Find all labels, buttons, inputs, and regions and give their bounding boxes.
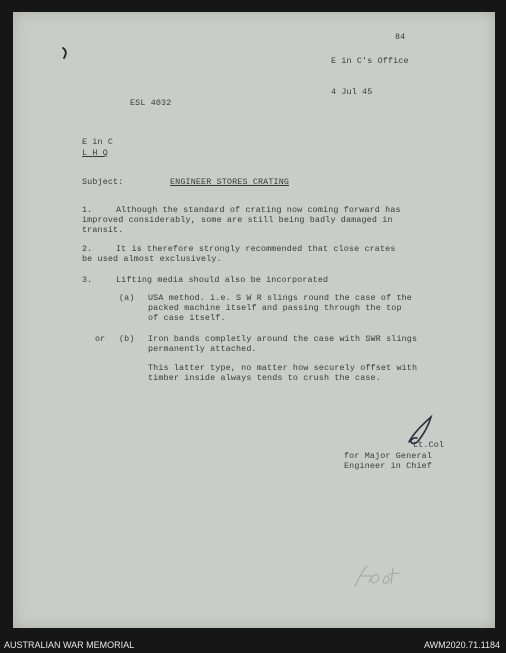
pencil-annotation-mark xyxy=(349,560,411,594)
note-line-1: This latter type, no matter how securely offset with xyxy=(148,363,418,373)
office-name: E in C's Office xyxy=(331,56,409,66)
footer-institution: AUSTRALIAN WAR MEMORIAL xyxy=(4,640,135,650)
paragraph-1-line-3: transit. xyxy=(82,225,124,235)
option-b-prefix: or xyxy=(95,334,106,344)
addressee-line-1: E in C xyxy=(82,137,114,147)
subject-title: ENGINEER STORES CRATING xyxy=(170,177,290,187)
paragraph-2-line-2: be used almost exclusively. xyxy=(82,254,222,264)
paragraph-1-line-1: Although the standard of crating now coming forward has xyxy=(116,205,401,215)
paragraph-1-line-2: improved considerably, some are still being badly damaged in xyxy=(82,215,393,225)
paragraph-1-number: 1. xyxy=(82,205,93,215)
paragraph-3-number: 3. xyxy=(82,275,93,285)
option-b-line-2: permanently attached. xyxy=(148,344,257,354)
option-a-line-3: of case itself. xyxy=(148,313,226,323)
addressee-line-2: L H Q xyxy=(82,148,108,158)
margin-mark xyxy=(61,46,69,60)
option-a-line-2: packed machine itself and passing through the top xyxy=(148,303,402,313)
paragraph-3-line-1: Lifting media should also be incorporated xyxy=(116,275,329,285)
subject-label: Subject: xyxy=(82,177,124,187)
option-b-line-1: Iron bands completly around the case with SWR slings xyxy=(148,334,418,344)
document-date: 4 Jul 45 xyxy=(331,87,373,97)
signature-line-2: Engineer in Chief xyxy=(344,461,432,471)
option-a-label: (a) xyxy=(119,293,135,303)
page-number: 84 xyxy=(395,32,406,42)
note-line-2: timber inside always tends to crush the case. xyxy=(148,373,381,383)
paragraph-2-line-1: It is therefore strongly recommended that close crates xyxy=(116,244,396,254)
option-b-label: (b) xyxy=(119,334,135,344)
option-a-line-1: USA method. i.e. S W R slings round the case of the xyxy=(148,293,412,303)
footer-accession-number: AWM2020.71.1184 xyxy=(423,640,500,650)
signature-line-1: for Major General xyxy=(344,451,432,461)
paragraph-2-number: 2. xyxy=(82,244,93,254)
document-page xyxy=(13,12,495,628)
reference-number: ESL 4032 xyxy=(130,98,172,108)
signature-rank: Lt.Col xyxy=(413,440,445,450)
